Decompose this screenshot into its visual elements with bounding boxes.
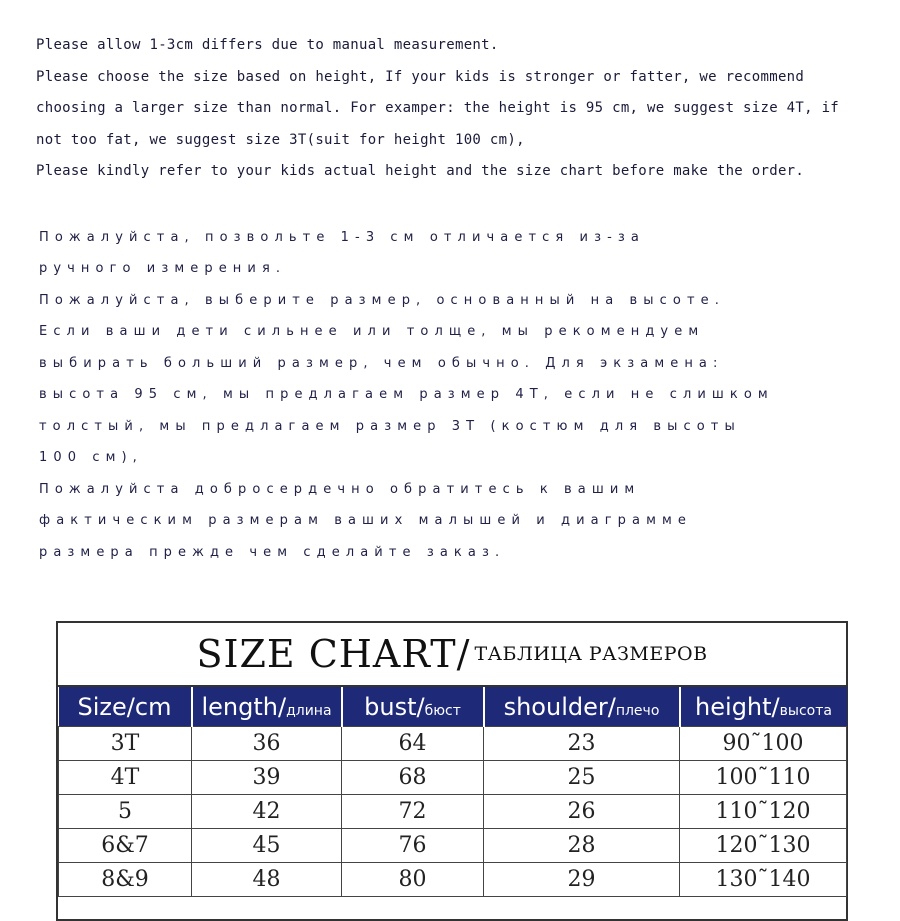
english-notes [36,30,886,188]
cell-length: 48 [192,863,342,897]
table-row [59,863,847,897]
cell-shoulder: 25 [484,761,680,795]
cell-bust: 68 [342,761,484,795]
cell-shoulder: 23 [484,727,680,761]
size-table-header-row [59,687,847,727]
cell-height: 110˜120 [680,795,847,829]
table-row [59,795,847,829]
cell-size: 6&7 [59,829,192,863]
size-chart-title [58,623,846,687]
header-height: height/высота [680,687,847,727]
en-line: Please choose the size based on height, If your kids is stronger or fatter, we recommend [36,68,805,85]
cell-height: 90˜100 [680,727,847,761]
cell-length: 36 [192,727,342,761]
cell-size: 5 [59,795,192,829]
header-size: Size/cm [59,687,192,727]
size-table [58,687,847,897]
ru-line: толстый, мы предлагаем размер 3T (костюм для высоты [39,418,741,434]
cell-size: 3T [59,727,192,761]
ru-line: выбирать больший размер, чем обычно. Для экзамена: [39,355,724,371]
size-chart-title-sub: ТАБЛИЦА РАЗМЕРОВ [474,643,708,665]
ru-line: высота 95 см, мы предлагаем размер 4T, если не слишком [39,387,774,402]
size-chart-title-main: SIZE CHART/ [196,632,471,676]
size-chart [56,621,848,921]
cell-height: 100˜110 [680,761,847,795]
ru-line: Пожалуйста, выберите размер, основанный на высоте. [39,292,725,308]
header-shoulder: shoulder/плечо [484,687,680,727]
russian-notes [36,222,886,569]
cell-length: 42 [192,795,342,829]
cell-height: 120˜130 [680,829,847,863]
table-row [59,761,847,795]
ru-line: Пожалуйста, позвольте 1-3 см отличается из-за [39,229,645,245]
header-bust: bust/бюст [342,687,484,727]
cell-bust: 64 [342,727,484,761]
en-line: Please kindly refer to your kids actual height and the size chart before make the order. [36,163,805,179]
en-line: Please allow 1-3cm differs due to manual measurement. [36,37,499,53]
ru-line: фактическим размерам ваших малышей и диаграмме [39,513,692,528]
en-line: choosing a larger size than normal. For examper: the height is 95 cm, we suggest size 4T, if [36,100,840,116]
ru-line: Если ваши дети сильнее или толще, мы рекомендуем [39,324,705,339]
cell-length: 39 [192,761,342,795]
ru-line: Пожалуйста добросердечно обратитесь к вашим [39,481,641,497]
cell-bust: 72 [342,795,484,829]
cell-bust: 80 [342,863,484,897]
cell-bust: 76 [342,829,484,863]
en-line: not too fat, we suggest size 3T(suit for height 100 cm), [36,131,525,148]
ru-line: ручного измерения. [39,261,287,276]
ru-line: размера прежде чем сделайте заказ. [39,544,506,560]
cell-size: 4T [59,761,192,795]
cell-shoulder: 26 [484,795,680,829]
size-notes [36,30,886,568]
header-length: length/длина [192,687,342,727]
table-row [59,727,847,761]
cell-length: 45 [192,829,342,863]
cell-shoulder: 28 [484,829,680,863]
table-row [59,829,847,863]
cell-size: 8&9 [59,863,192,897]
cell-shoulder: 29 [484,863,680,897]
ru-line: 100 см), [39,450,143,465]
cell-height: 130˜140 [680,863,847,897]
